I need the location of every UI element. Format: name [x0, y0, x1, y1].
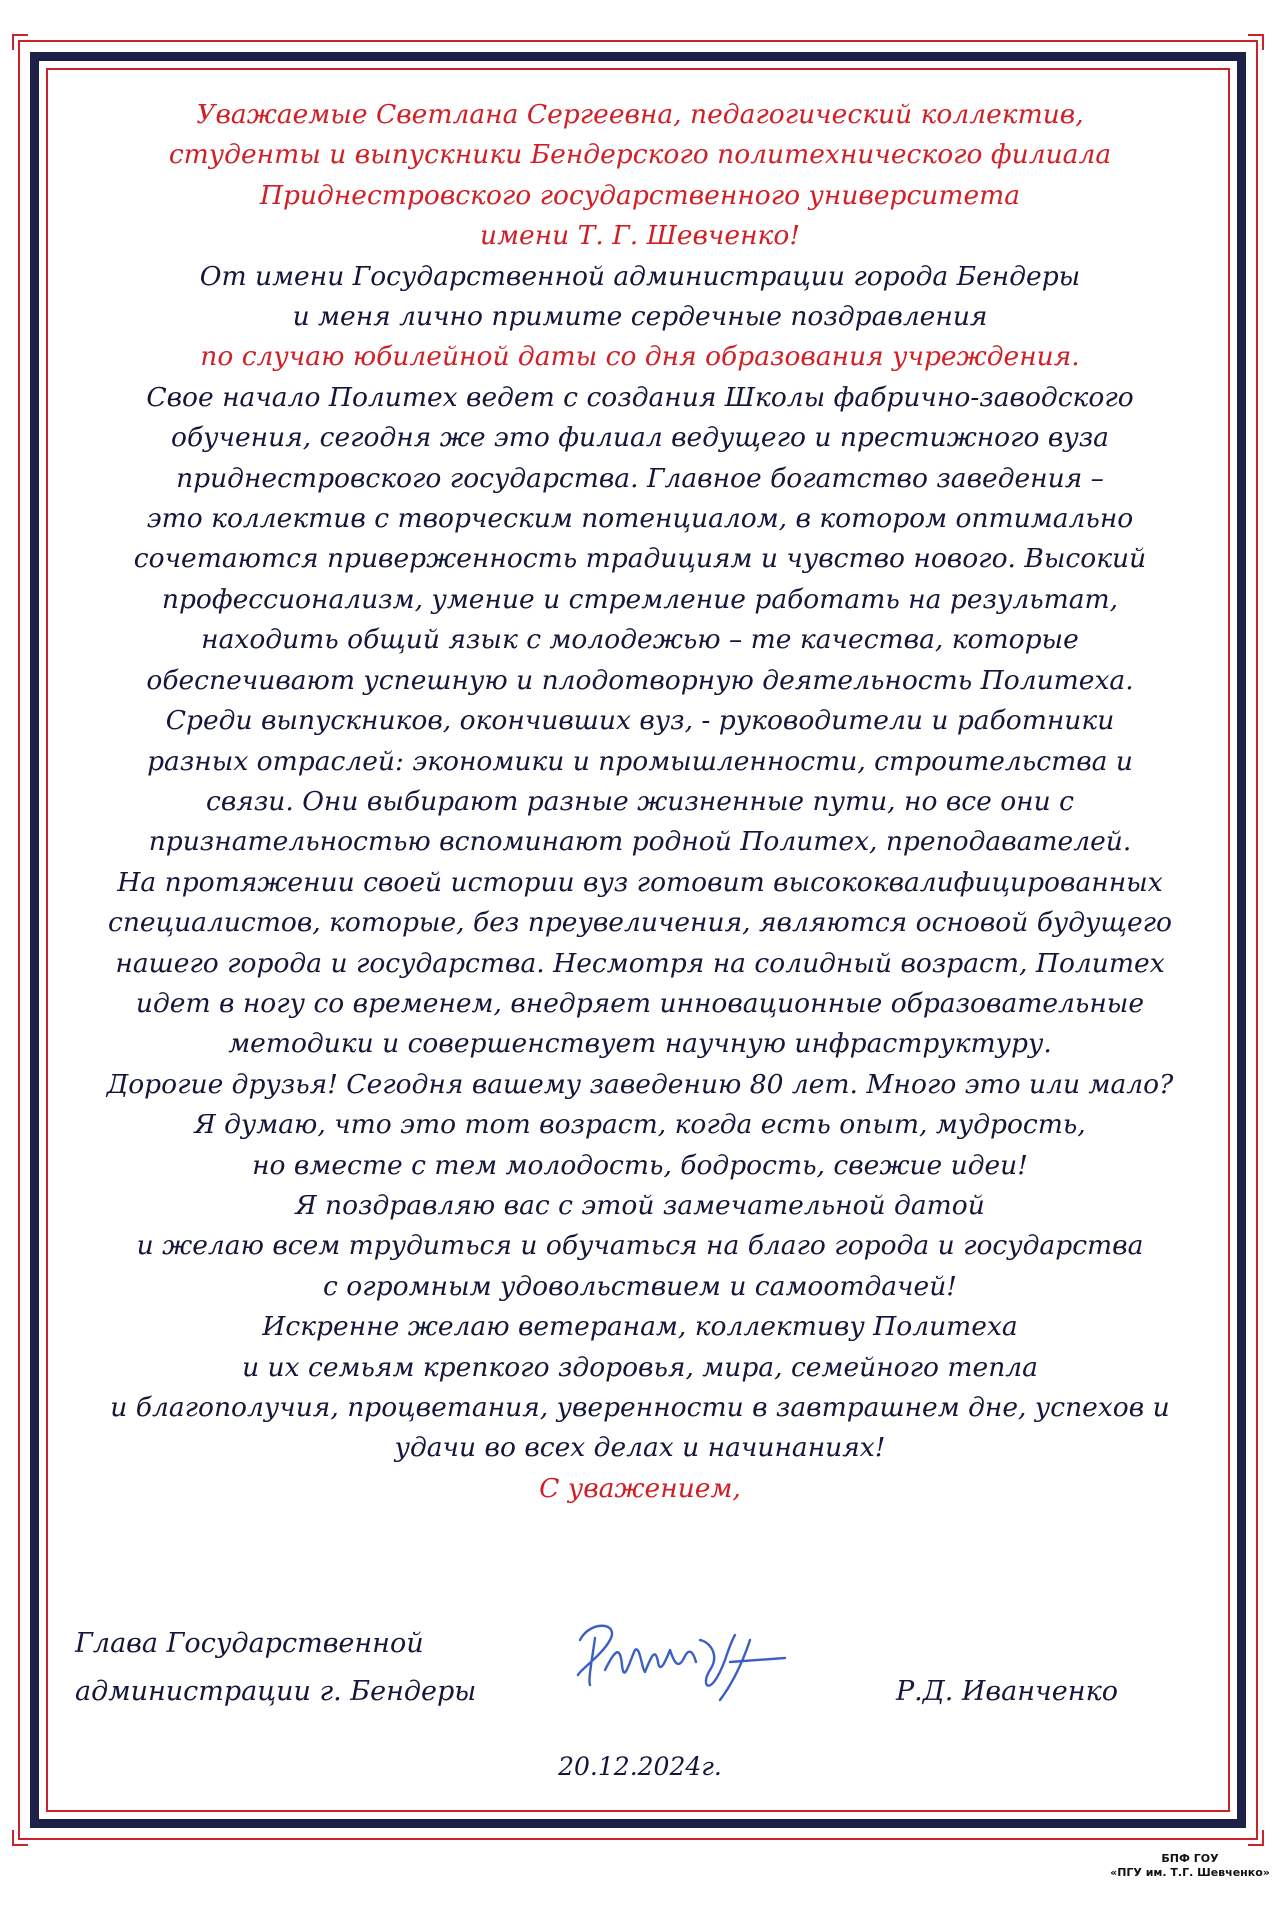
body-line: приднестровского государства. Главное богатство заведения –: [176, 462, 1104, 494]
body-line: и их семьям крепкого здоровья, мира, семейного тепла: [242, 1351, 1038, 1383]
body-line: Я думаю, что это тот возраст, когда есть опыт, мудрость,: [194, 1109, 1086, 1141]
intro-line: и меня лично примите сердечные поздравления: [292, 301, 988, 333]
greeting-line: Уважаемые Светлана Сергеевна, педагогический коллектив,: [196, 99, 1084, 130]
body-line: Я поздравляю вас с этой замечательной датой: [295, 1189, 985, 1221]
greeting-line: имени Т. Г. Шевченко!: [480, 220, 800, 252]
frame-corner-ornament: [1248, 1830, 1264, 1846]
letter-date: 20.12.2024г.: [558, 1752, 722, 1781]
body-line: разных отраслей: экономики и промышленности, строительства и: [147, 745, 1133, 777]
intro-line: От имени Государственной администрации города Бендеры: [199, 260, 1081, 292]
stamp-line: «ПГУ им. Т.Г. Шевченко»: [1110, 1866, 1270, 1879]
body-line: это коллектив с творческим потенциалом, в котором оптимально: [146, 503, 1134, 535]
body-line: и желаю всем трудиться и обучаться на благо города и государства: [136, 1230, 1144, 1262]
signer-name: Р.Д. Иванченко: [896, 1676, 1118, 1707]
body-line: признательностью вспоминают родной Политех, преподавателей.: [148, 826, 1132, 858]
body-line: нашего города и государства. Несмотря на солидный возраст, Политех: [115, 947, 1165, 979]
body-line: Искренне желаю ветеранам, коллективу Политеха: [262, 1311, 1018, 1343]
body-line: обеспечивают успешную и плодотворную деятельность Политеха.: [146, 664, 1134, 696]
body-line: Среди выпускников, окончивших вуз, - руководители и работники: [165, 705, 1115, 737]
body-line: специалистов, которые, без преувеличения, являются основой будущего: [108, 907, 1172, 939]
body-line: связи. Они выбирают разные жизненные пути, но все они с: [206, 785, 1074, 817]
body-block: [60, 378, 1220, 1469]
body-line: обучения, сегодня же это филиал ведущего и престижного вуза: [171, 422, 1109, 454]
frame-corner-ornament: [12, 1830, 28, 1846]
greeting-line: Приднестровского государственного университета: [259, 179, 1021, 211]
handwritten-signature: [560, 1600, 790, 1720]
signer-title-line: администрации г. Бендеры: [75, 1676, 477, 1707]
frame-corner-ornament: [1248, 34, 1264, 50]
body-line: профессионализм, умение и стремление работать на результат,: [161, 583, 1119, 615]
signer-title-line: Глава Государственной: [75, 1628, 424, 1659]
body-line: Свое начало Политех ведет с создания Школы фабрично-заводского: [146, 381, 1134, 413]
body-line: идет в ногу со временем, внедряет инновационные образовательные: [135, 987, 1145, 1019]
letter-text: [60, 95, 1220, 1509]
body-line: Дорогие друзья! Сегодня вашему заведению 80 лет. Много это или мало?: [106, 1068, 1174, 1100]
body-line: удачи во всех делах и начинаниях!: [394, 1432, 886, 1464]
signer-title: [75, 1620, 476, 1716]
body-line: На протяжении своей истории вуз готовит высококвалифицированных: [117, 866, 1163, 898]
closing-line: С уважением,: [539, 1472, 741, 1504]
stamp-line: БПФ ГОУ: [1161, 1852, 1219, 1865]
occasion-line: по случаю юбилейной даты со дня образования учреждения.: [200, 341, 1080, 373]
library-stamp: [1110, 1852, 1270, 1880]
greeting-line: студенты и выпускники Бендерского политехнического филиала: [168, 139, 1112, 171]
body-line: с огромным удовольствием и самоотдачей!: [323, 1270, 957, 1302]
frame-corner-ornament: [12, 34, 28, 50]
body-line: но вместе с тем молодость, бодрость, свежие идеи!: [252, 1149, 1028, 1181]
body-line: находить общий язык с молодежью – те качества, которые: [201, 624, 1079, 656]
body-line: сочетаются приверженность традициям и чувство нового. Высокий: [133, 543, 1147, 575]
greeting-block: [60, 95, 1220, 257]
body-line: методики и совершенствует научную инфраструктуру.: [228, 1028, 1052, 1060]
body-line: и благополучия, процветания, уверенности в завтрашнем дне, успехов и: [110, 1392, 1170, 1423]
intro-block: [60, 257, 1220, 338]
